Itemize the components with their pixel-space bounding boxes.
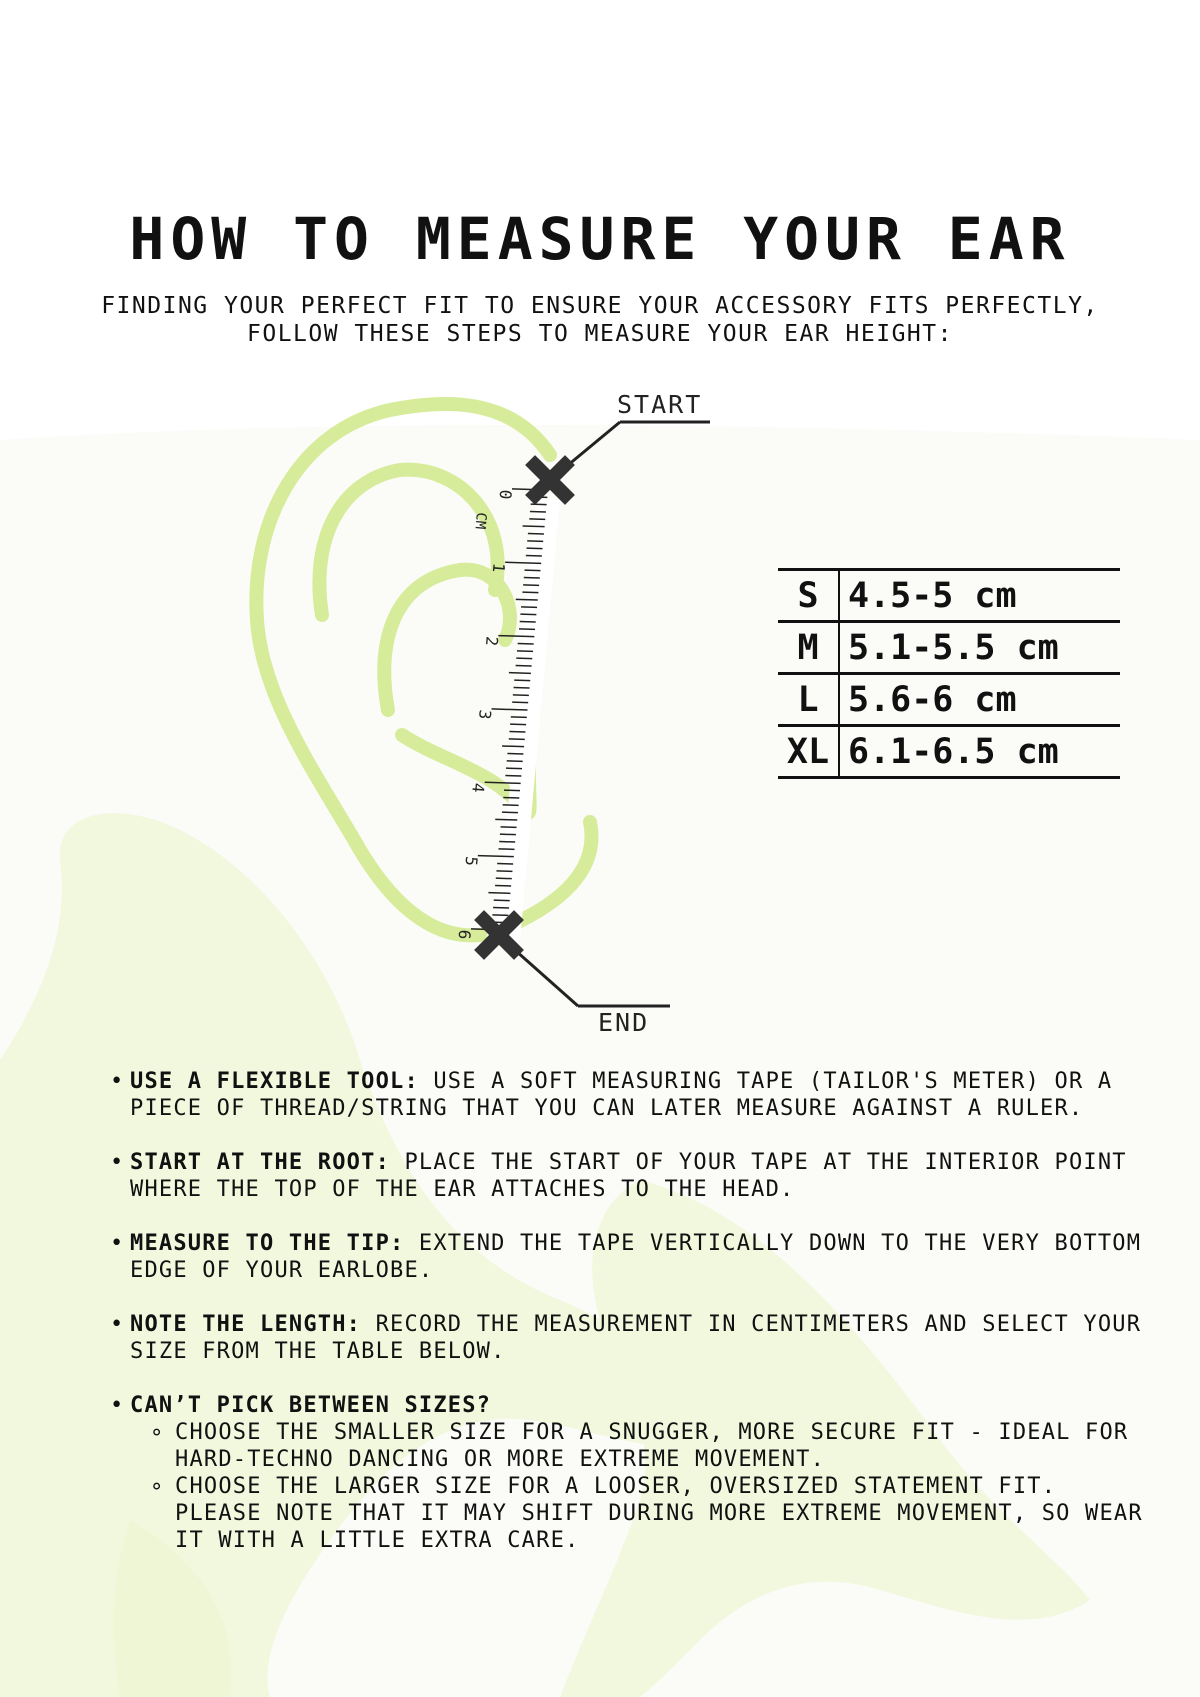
ruler-mark-label: 1 (488, 562, 509, 574)
instruction-item (110, 1230, 1150, 1284)
instruction-heading: START AT THE ROOT: (130, 1150, 391, 1175)
start-label: START (617, 390, 703, 419)
start-marker (535, 390, 710, 495)
ruler-minor-tick (502, 746, 524, 747)
size-range: 5.1-5.5 cm (839, 622, 1120, 674)
instruction-heading: USE A FLEXIBLE TOOL: (130, 1069, 419, 1094)
size-code: XL (778, 726, 839, 778)
sub-instruction-item: ∘ CHOOSE THE SMALLER SIZE FOR A SNUGGER, MORE SECURE FIT - IDEAL FOR HARD-TECHNO DANCING OR MORE EXTREME MOVEMENT. (130, 1419, 1150, 1473)
page-title: HOW TO MEASURE YOUR EAR (129, 205, 1071, 273)
instruction-heading: NOTE THE LENGTH: (130, 1312, 362, 1337)
instruction-heading: CAN’T PICK BETWEEN SIZES? (130, 1393, 492, 1418)
instruction-item (110, 1068, 1150, 1122)
ruler-unit-label: CM (471, 511, 489, 530)
start-x-icon (535, 465, 565, 495)
measuring-ruler (455, 489, 560, 940)
ruler-minor-tick (509, 673, 531, 674)
size-row (778, 622, 1120, 674)
instruction-text: EXTEND THE TAPE VERTICALLY DOWN TO THE VERY BOTTOM EDGE OF YOUR EARLOBE. (130, 1231, 1142, 1283)
ruler-mark-label: 3 (475, 708, 495, 721)
size-range: 4.5-5 cm (839, 570, 1120, 622)
size-range: 5.6-6 cm (839, 674, 1120, 726)
ruler-mark-label: 5 (461, 855, 482, 867)
instruction-item (110, 1311, 1150, 1365)
ruler-mark-label: 6 (454, 928, 475, 941)
size-code: L (778, 674, 839, 726)
instruction-item (110, 1392, 1150, 1554)
size-range: 6.1-6.5 cm (839, 726, 1120, 778)
ruler-minor-tick (488, 893, 510, 894)
ruler-minor-tick (523, 526, 545, 527)
ear-diagram (220, 380, 740, 1040)
instruction-text: USE A SOFT MEASURING TAPE (TAILOR'S METER) OR A PIECE OF THREAD/STRING THAT YOU CAN LATER MEASURE AGAINST A RULER. (130, 1069, 1113, 1121)
ruler-minor-tick (495, 819, 517, 820)
end-label: END (598, 1008, 650, 1037)
size-code: M (778, 622, 839, 674)
size-row (778, 726, 1120, 778)
size-row (778, 674, 1120, 726)
intro-text (0, 292, 1200, 348)
ruler-mark-label: 2 (481, 635, 502, 647)
instruction-heading: MEASURE TO THE TIP: (130, 1231, 405, 1256)
instruction-text: PLACE THE START OF YOUR TAPE AT THE INTERIOR POINT WHERE THE TOP OF THE EAR ATTACHES TO THE HEAD. (130, 1150, 1127, 1202)
intro-line-1: FINDING YOUR PERFECT FIT TO ENSURE YOUR ACCESSORY FITS PERFECTLY, (101, 293, 1099, 319)
size-row (778, 570, 1120, 622)
ruler-mark-label: 0 (495, 488, 516, 501)
ruler-minor-tick (516, 599, 538, 600)
ruler-mark-label: 4 (468, 782, 489, 794)
intro-line-2: FOLLOW THESE STEPS TO MEASURE YOUR EAR HEIGHT: (247, 321, 953, 347)
instruction-text: RECORD THE MEASUREMENT IN CENTIMETERS AND SELECT YOUR SIZE FROM THE TABLE BELOW. (130, 1312, 1142, 1364)
size-table (778, 568, 1120, 779)
size-code: S (778, 570, 839, 622)
sub-instructions (130, 1419, 1150, 1554)
instructions-list (110, 1068, 1150, 1581)
instruction-item (110, 1149, 1150, 1203)
sub-instruction-item: ∘ CHOOSE THE LARGER SIZE FOR A LOOSER, OVERSIZED STATEMENT FIT. PLEASE NOTE THAT IT MAY SHIFT DURING MORE EXTREME MOVEMENT, SO WEAR IT WITH A LITTLE EXTRA CARE. (130, 1473, 1150, 1554)
